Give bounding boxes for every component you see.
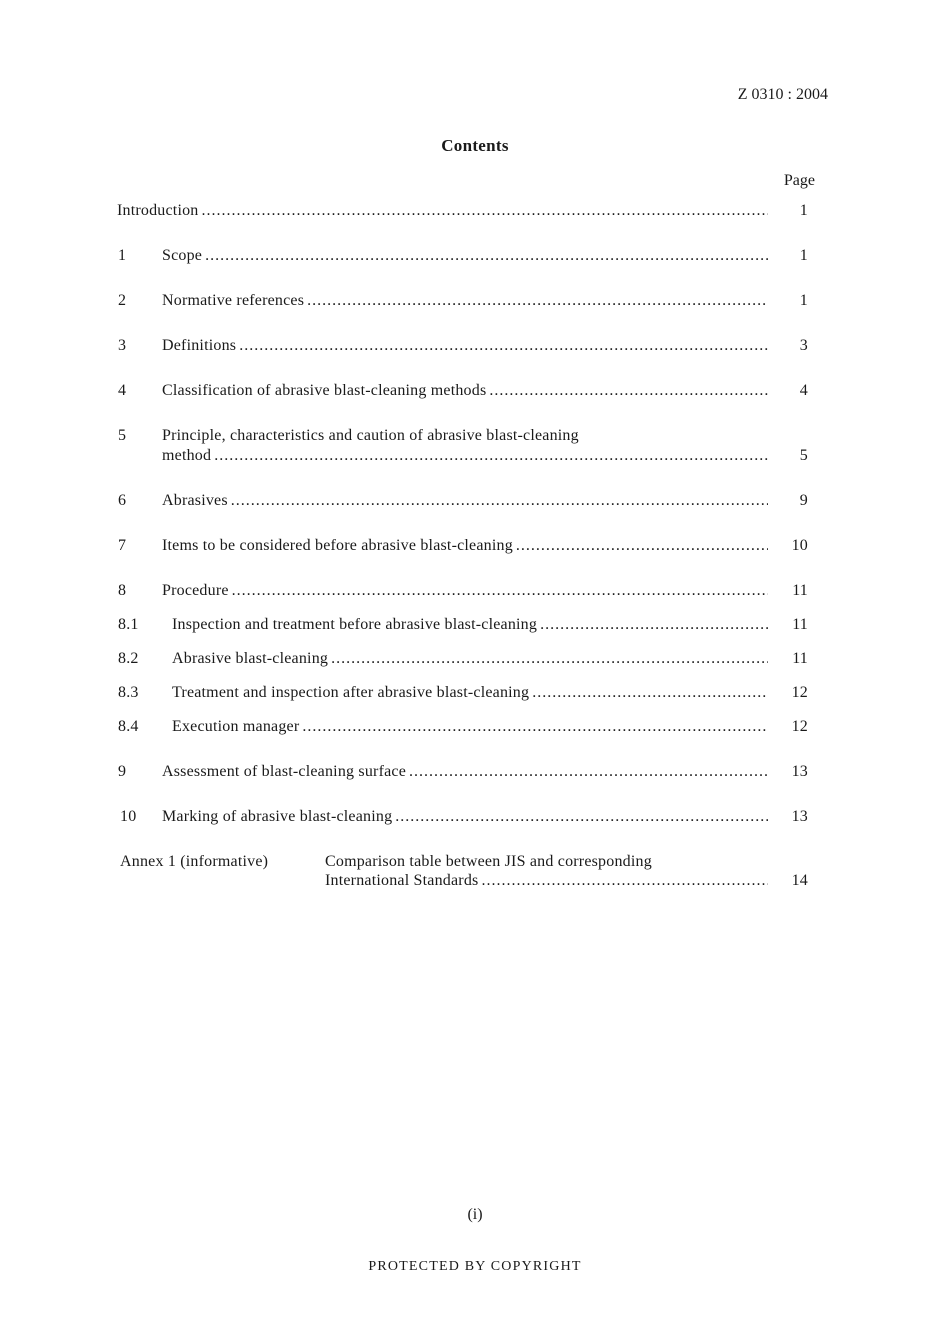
leader-dots — [202, 201, 769, 221]
toc-label-line2: International Standards — [325, 872, 479, 889]
toc-label-line1: Principle, characteristics and caution of abrasive blast-cleaning — [162, 427, 579, 444]
footer-page-number: (i) — [467, 1206, 483, 1223]
leader-dots — [231, 491, 768, 511]
toc-number: 1 — [118, 247, 127, 264]
toc-page: 4 — [799, 382, 808, 399]
toc-page: 9 — [799, 492, 808, 509]
toc-page: 3 — [799, 337, 808, 354]
toc-label: Abrasives — [162, 492, 228, 509]
leader-dots — [205, 246, 768, 266]
leader-dots — [409, 762, 768, 782]
toc-label: Procedure — [162, 582, 229, 599]
toc-page: 13 — [791, 763, 808, 780]
toc-page: 11 — [792, 582, 808, 599]
toc-number: 5 — [118, 427, 127, 444]
toc-number: 8.1 — [118, 616, 139, 633]
toc-page: 12 — [791, 684, 808, 701]
toc-page: 1 — [799, 292, 808, 309]
toc-label: Execution manager — [172, 718, 300, 735]
toc-page: 12 — [791, 718, 808, 735]
toc-page: 13 — [791, 808, 808, 825]
leader-dots — [532, 683, 768, 703]
leader-dots — [540, 615, 768, 635]
document-id: Z 0310 : 2004 — [737, 86, 828, 103]
annex-prefix: Annex 1 (informative) — [120, 853, 269, 870]
leader-dots — [307, 291, 768, 311]
toc-number: 4 — [118, 382, 127, 399]
toc-label: Treatment and inspection after abrasive blast-cleaning — [172, 684, 530, 701]
toc-page: 11 — [792, 650, 808, 667]
toc-label-line1: Comparison table between JIS and corresponding — [325, 853, 652, 870]
toc-number: 8.2 — [118, 650, 139, 667]
toc-page: 1 — [799, 247, 808, 264]
page-title: Contents — [441, 136, 509, 155]
leader-dots — [481, 871, 768, 891]
leader-dots — [395, 807, 768, 827]
toc-number: 8 — [118, 582, 127, 599]
toc-label: Normative references — [162, 292, 305, 309]
leader-dots — [302, 717, 768, 737]
page-column-label: Page — [783, 172, 815, 189]
leader-dots — [489, 381, 768, 401]
toc-number: 9 — [118, 763, 127, 780]
toc-page: 10 — [791, 537, 808, 554]
toc-label: Definitions — [162, 337, 237, 354]
toc-number: 8.3 — [118, 684, 139, 701]
copyright-notice: PROTECTED BY COPYRIGHT — [368, 1259, 582, 1274]
toc-page: 1 — [799, 202, 808, 219]
toc-label: Abrasive blast-cleaning — [172, 650, 329, 667]
toc-label: Marking of abrasive blast-cleaning — [162, 808, 393, 825]
toc-label: Classification of abrasive blast-cleaning methods — [162, 382, 487, 399]
toc-page: 5 — [799, 447, 808, 464]
toc-label: Items to be considered before abrasive blast-cleaning — [162, 537, 513, 554]
toc-number: 7 — [118, 537, 127, 554]
toc-number: 8.4 — [118, 718, 139, 735]
toc-number: 10 — [120, 808, 137, 825]
toc-page: 11 — [792, 616, 808, 633]
leader-dots — [331, 649, 768, 669]
toc-number: 3 — [118, 337, 127, 354]
toc-number: 2 — [118, 292, 127, 309]
toc-label: Introduction — [117, 202, 199, 219]
toc-label: Assessment of blast-cleaning surface — [162, 763, 407, 780]
toc-label-line2: method — [162, 447, 212, 464]
leader-dots — [239, 336, 768, 356]
leader-dots — [516, 536, 768, 556]
toc-page: 14 — [791, 872, 808, 889]
toc-label: Scope — [162, 247, 203, 264]
leader-dots — [214, 446, 768, 466]
leader-dots — [232, 581, 768, 601]
toc-number: 6 — [118, 492, 127, 509]
toc-label: Inspection and treatment before abrasive blast-cleaning — [172, 616, 538, 633]
